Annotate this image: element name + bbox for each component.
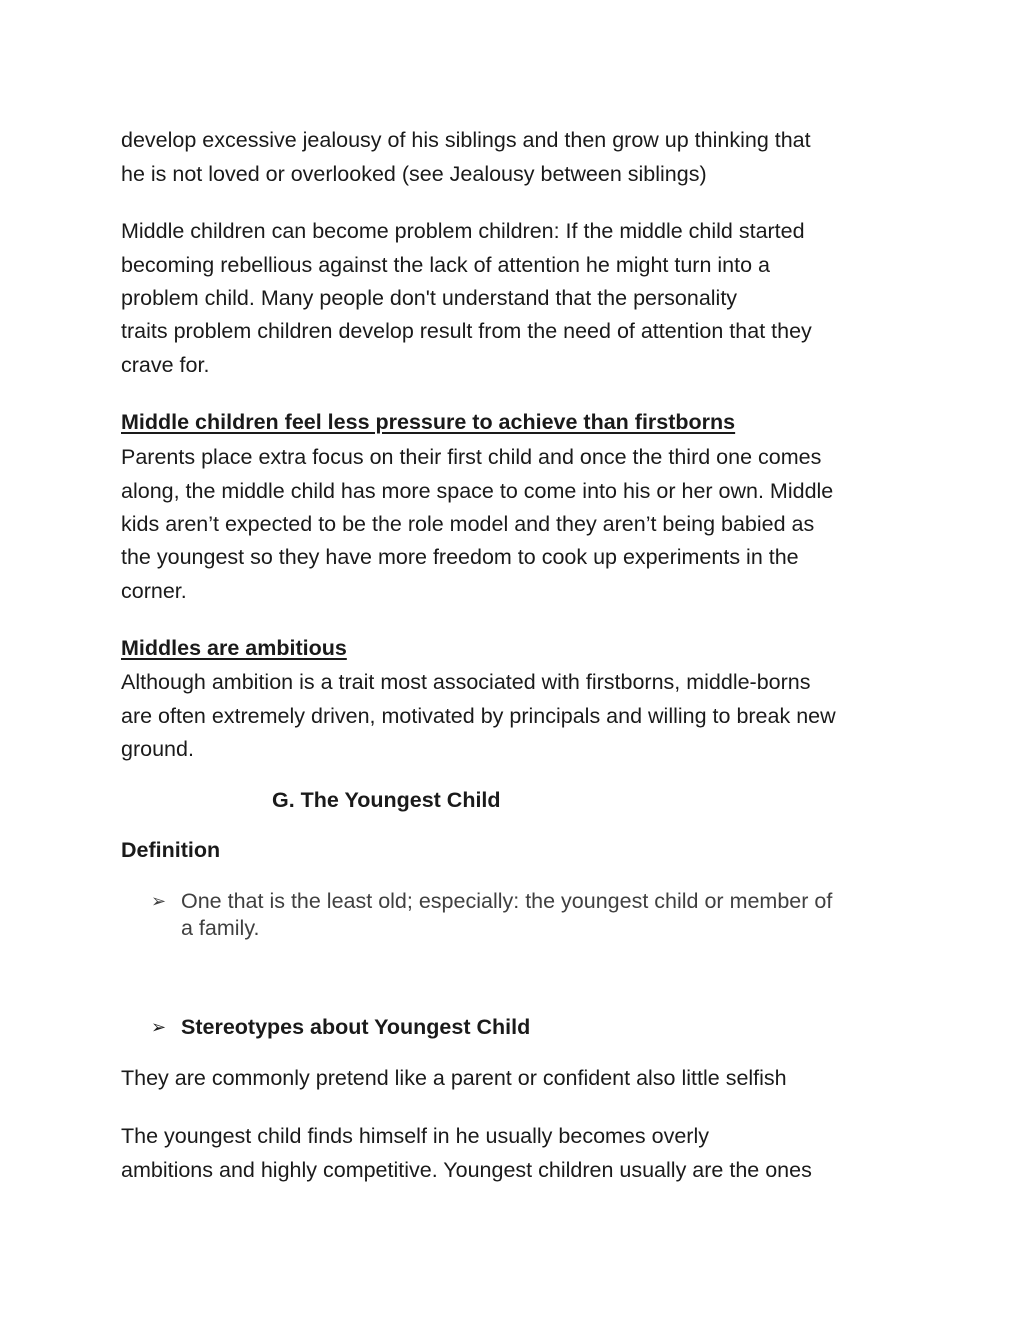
paragraph-2-line-4: traits problem children develop result from the need of attention that they [121,319,812,343]
paragraph-1-line-1: develop excessive jealousy of his siblings and then grow up thinking that [121,128,811,152]
section-pressure-line-5: corner. [121,579,187,603]
youngest-child-title: G. The Youngest Child [272,788,501,812]
arrowhead-bullet-icon: ➢ [151,891,167,911]
paragraph-2-line-1: Middle children can become problem children: If the middle child started [121,219,805,243]
stereotype-paragraph: They are commonly pretend like a parent or confident also little selfish [121,1066,787,1090]
section-pressure-line-1: Parents place extra focus on their first child and once the third one comes [121,445,822,469]
definition-bullet-line-2: a family. [181,916,260,940]
section-pressure-line-2: along, the middle child has more space to come into his or her own. Middle [121,479,834,503]
paragraph-2-line-3: problem child. Many people don't understand that the personality [121,286,738,310]
section-ambitious-line-3: ground. [121,737,194,761]
stereotypes-heading: Stereotypes about Youngest Child [181,1015,531,1039]
paragraph-2-line-5: crave for. [121,353,210,377]
section-pressure-line-4: the youngest so they have more freedom to cook up experiments in the [121,545,799,569]
paragraph-1-line-2: he is not loved or overlooked (see Jealousy between siblings) [121,162,707,186]
section-ambitious-line-1: Although ambition is a trait most associated with firstborns, middle-borns [121,670,811,694]
section-heading-ambitious: Middles are ambitious [121,636,347,660]
last-paragraph-line-2: ambitions and highly competitive. Youngest children usually are the ones [121,1158,812,1182]
paragraph-2-line-2: becoming rebellious against the lack of attention he might turn into a [121,253,770,277]
section-heading-pressure: Middle children feel less pressure to achieve than firstborns [121,410,736,434]
definition-bullet-line-1: One that is the least old; especially: the youngest child or member of [181,889,833,913]
definition-heading: Definition [121,838,221,862]
section-pressure-line-3: kids aren’t expected to be the role model and they aren’t being babied as [121,512,815,536]
last-paragraph-line-1: The youngest child finds himself in he usually becomes overly [121,1124,709,1148]
arrowhead-bullet-icon: ➢ [151,1017,167,1037]
section-ambitious-line-2: are often extremely driven, motivated by principals and willing to break new [121,704,836,728]
